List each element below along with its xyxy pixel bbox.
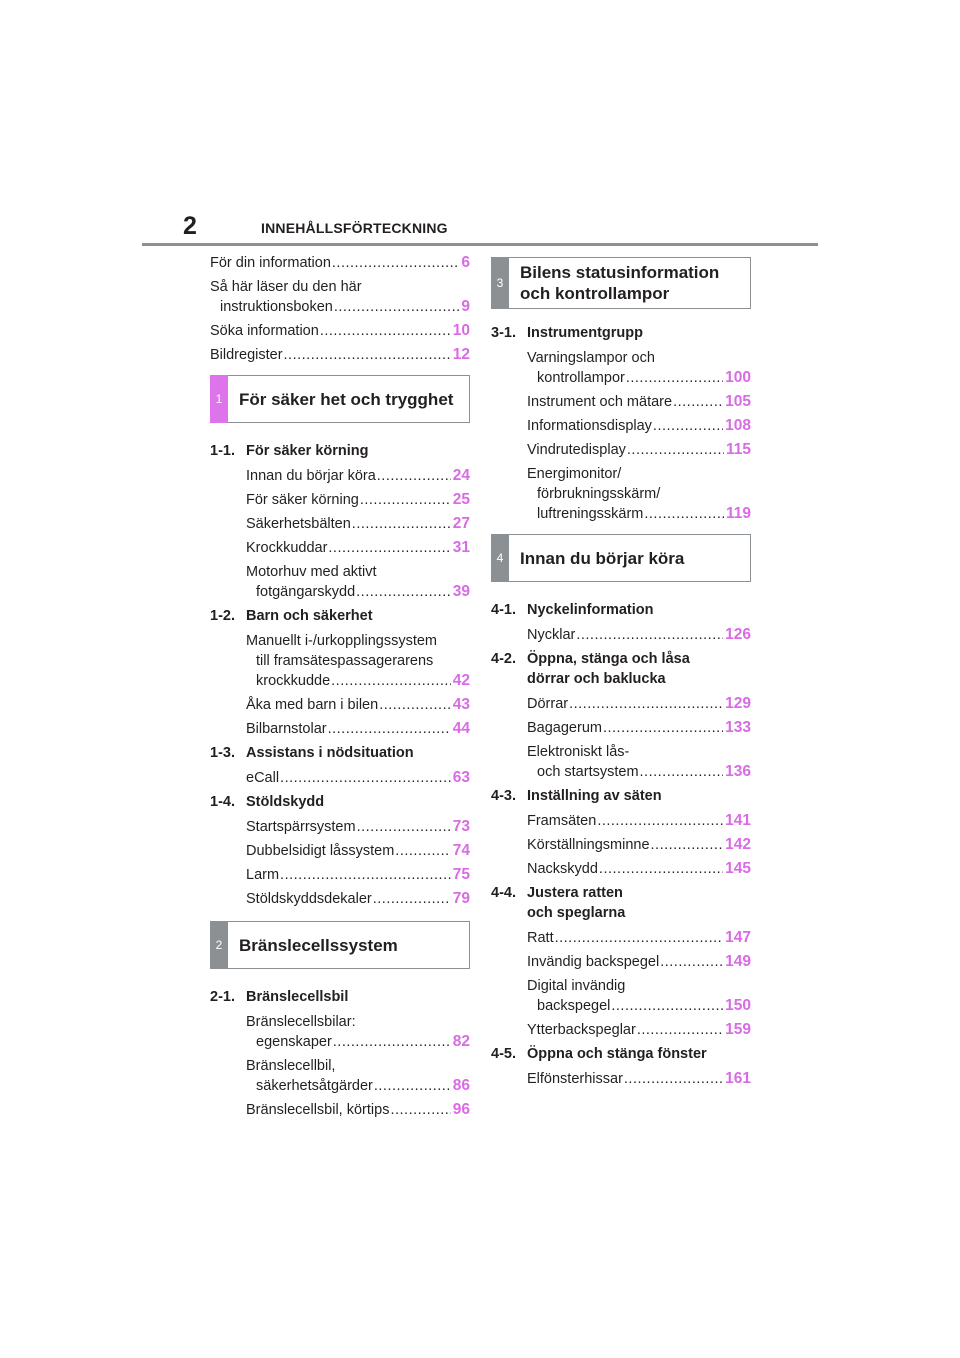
entry-page: 63: [452, 769, 470, 786]
entry-label: förbrukningsskärm/: [537, 486, 661, 502]
toc-entry[interactable]: [246, 768, 470, 788]
toc-entry[interactable]: [246, 1100, 470, 1120]
toc-entry[interactable]: [246, 562, 470, 602]
toc-entry[interactable]: [246, 817, 470, 837]
entry-label: Bagagerum: [527, 720, 602, 736]
entry-page: 10: [452, 322, 470, 339]
entry-label: luftreningsskärm: [537, 506, 644, 522]
entry-label: Invändig backspegel: [527, 954, 660, 970]
entry-page: 31: [452, 539, 470, 556]
toc-entry[interactable]: [527, 859, 751, 879]
toc-entry[interactable]: [246, 631, 470, 691]
toc-entry[interactable]: [527, 976, 751, 1016]
entry-page: 159: [725, 1021, 751, 1038]
toc-entry[interactable]: [246, 889, 470, 909]
entry-page: 74: [452, 842, 470, 859]
toc-entry[interactable]: [527, 742, 751, 782]
toc-entry[interactable]: [527, 416, 751, 436]
toc-entry[interactable]: [527, 1020, 751, 1040]
entry-page: 79: [452, 890, 470, 907]
section-heading: 3-1. Instrumentgrupp: [491, 325, 643, 341]
chapter-3-header[interactable]: [491, 257, 751, 309]
entry-page: 75: [452, 866, 470, 883]
chapter-tab: 4: [491, 534, 509, 582]
toc-entry[interactable]: [210, 345, 470, 365]
toc-entry[interactable]: [527, 928, 751, 948]
entry-label: Manuellt i-/urkopplingssystem: [246, 633, 437, 649]
toc-entry[interactable]: [527, 835, 751, 855]
entry-label: För din information: [210, 255, 331, 271]
toc-entry[interactable]: [527, 694, 751, 714]
page-header-title: INNEHÅLLSFÖRTECKNING: [261, 220, 448, 236]
chapter-1-header[interactable]: [210, 375, 470, 423]
toc-left-column: [210, 253, 470, 1124]
toc-entry[interactable]: [210, 277, 470, 317]
chapter-title: För säker het och trygghet: [239, 389, 454, 409]
toc-entry[interactable]: [246, 695, 470, 715]
entry-label: Åka med barn i bilen: [246, 697, 379, 713]
toc-entry[interactable]: [246, 865, 470, 885]
toc-entry[interactable]: [527, 811, 751, 831]
toc-entry[interactable]: [246, 1056, 470, 1096]
entry-label: Energimonitor/: [527, 466, 622, 482]
entry-label: egenskaper: [256, 1034, 332, 1050]
section-heading: 4-4. Justera ratten och speglarna: [491, 885, 626, 921]
section-heading: 1-4. Stöldskydd: [210, 794, 325, 810]
header-divider: [142, 243, 818, 246]
entry-label: Söka information: [210, 323, 319, 339]
entry-page: 6: [461, 254, 470, 271]
section-heading: 1-2. Barn och säkerhet: [210, 608, 373, 624]
entry-page: 147: [725, 929, 751, 946]
entry-label: Ytterbackspeglar: [527, 1022, 636, 1038]
toc-entry[interactable]: [527, 1069, 751, 1089]
entry-page: 82: [452, 1033, 470, 1050]
entry-label: till framsätespassagerarens: [256, 653, 434, 669]
toc-entry[interactable]: [246, 490, 470, 510]
chapter-tab: 3: [491, 257, 509, 309]
entry-label: kontrollampor: [537, 370, 625, 386]
entry-label: Bränslecellsbilar:: [246, 1014, 356, 1030]
entry-page: 108: [725, 417, 751, 434]
entry-page: 150: [725, 997, 751, 1014]
entry-page: 141: [725, 812, 751, 829]
entry-label: Motorhuv med aktivt: [246, 564, 377, 580]
entry-page: 42: [452, 672, 470, 689]
toc-entry[interactable]: [527, 392, 751, 412]
toc-entry[interactable]: [527, 625, 751, 645]
entry-page: 43: [452, 696, 470, 713]
toc-entry[interactable]: [210, 321, 470, 341]
entry-label: Stöldskyddsdekaler: [246, 891, 372, 907]
chapter-tab: 1: [210, 375, 228, 423]
entry-page: 133: [725, 719, 751, 736]
entry-label: Nycklar: [527, 627, 576, 643]
toc-entry[interactable]: [527, 718, 751, 738]
section-heading: 4-3. Inställning av säten: [491, 788, 662, 804]
entry-label: Startspärrsystem: [246, 819, 356, 835]
section-heading: 1-3. Assistans i nödsituation: [210, 745, 414, 761]
entry-page: 27: [452, 515, 470, 532]
entry-label: Bilbarnstolar: [246, 721, 327, 737]
entry-label: Elfönsterhissar: [527, 1071, 623, 1087]
section-heading: 1-1. För säker körning: [210, 443, 369, 459]
entry-page: 126: [725, 626, 751, 643]
chapter-title: Bränslecellssystem: [239, 935, 398, 955]
entry-label: Framsäten: [527, 813, 597, 829]
entry-label: Varningslampor och: [527, 350, 655, 366]
section-heading: 2-1. Bränslecellsbil: [210, 989, 349, 1005]
toc-entry[interactable]: [527, 348, 751, 388]
entry-label: Elektroniskt lås-: [527, 744, 630, 760]
toc-entry[interactable]: [246, 466, 470, 486]
entry-label: Vindrutedisplay: [527, 442, 626, 458]
entry-page: 12: [452, 346, 470, 363]
toc-entry[interactable]: [527, 464, 751, 524]
entry-label: Krockkuddar: [246, 540, 328, 556]
toc-entry[interactable]: [246, 841, 470, 861]
toc-right-column: [491, 253, 751, 1093]
entry-label: Bränslecellbil,: [246, 1058, 336, 1074]
entry-label: fotgängarskydd: [256, 584, 356, 600]
chapter-tab: 2: [210, 921, 228, 969]
entry-label: Dubbelsidigt låssystem: [246, 843, 395, 859]
chapter-title: Bilens statusinformation och kontrollampor: [520, 263, 720, 303]
entry-label: Så här läser du den här: [210, 279, 362, 295]
entry-page: 39: [452, 583, 470, 600]
toc-entry[interactable]: [210, 253, 470, 273]
entry-label: eCall: [246, 770, 280, 786]
entry-label: Larm: [246, 867, 280, 883]
entry-label: och startsystem: [537, 764, 639, 780]
entry-label: Instrument och mätare: [527, 394, 673, 410]
entry-page: 25: [452, 491, 470, 508]
entry-page: 100: [725, 369, 751, 386]
entry-label: instruktionsboken: [220, 299, 333, 315]
entry-page: 129: [725, 695, 751, 712]
entry-label: Innan du börjar köra: [246, 468, 376, 484]
entry-page: 142: [725, 836, 751, 853]
entry-page: 9: [461, 298, 470, 315]
entry-label: För säker körning: [246, 492, 359, 508]
toc-entry[interactable]: [527, 952, 751, 972]
entry-label: backspegel: [537, 998, 611, 1014]
entry-label: Informationsdisplay: [527, 418, 652, 434]
section-heading: 4-2. Öppna, stänga och låsa dörrar och baklucka: [491, 651, 690, 687]
entry-page: 44: [452, 720, 470, 737]
toc-entry[interactable]: [246, 538, 470, 558]
entry-page: 161: [725, 1070, 751, 1087]
entry-page: 115: [725, 441, 751, 458]
entry-label: Dörrar: [527, 696, 569, 712]
entry-page: 136: [725, 763, 751, 780]
entry-label: Bränslecellsbil, körtips: [246, 1102, 390, 1118]
chapter-title: Innan du börjar köra: [520, 548, 685, 568]
entry-label: säkerhetsåtgärder: [256, 1078, 373, 1094]
chapter-2-header[interactable]: [210, 921, 470, 969]
toc-entry[interactable]: [246, 514, 470, 534]
entry-page: 105: [725, 393, 751, 410]
chapter-4-header[interactable]: [491, 534, 751, 582]
section-heading: 4-1. Nyckelinformation: [491, 602, 654, 618]
entry-page: 96: [452, 1101, 470, 1118]
entry-page: 149: [725, 953, 751, 970]
entry-page: 24: [452, 467, 470, 484]
entry-label: Körställningsminne: [527, 837, 650, 853]
entry-page: 73: [452, 818, 470, 835]
section-heading: 4-5. Öppna och stänga fönster: [491, 1046, 707, 1062]
entry-page: 119: [725, 505, 751, 522]
entry-page: 145: [725, 860, 751, 877]
entry-label: krockkudde: [256, 673, 331, 689]
entry-label: Säkerhetsbälten: [246, 516, 351, 532]
entry-page: 86: [452, 1077, 470, 1094]
toc-entry[interactable]: [246, 719, 470, 739]
page-number: 2: [183, 212, 197, 240]
toc-entry[interactable]: [246, 1012, 470, 1052]
entry-label: Bildregister: [210, 347, 283, 363]
entry-label: Digital invändig: [527, 978, 626, 994]
toc-entry[interactable]: [527, 440, 751, 460]
entry-label: Nackskydd: [527, 861, 598, 877]
entry-label: Ratt: [527, 930, 554, 946]
